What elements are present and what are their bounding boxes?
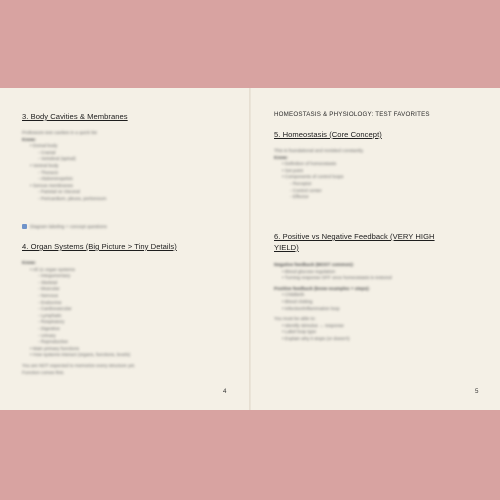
text-line: • Set point bbox=[282, 167, 304, 173]
heading-feedback-line1: 6. Positive vs Negative Feedback (VERY HIGH bbox=[274, 232, 435, 241]
text-line: ◦ Respiratory bbox=[38, 319, 65, 325]
text-line: • Turning response OFF once homeostasis is restored bbox=[282, 275, 392, 281]
text-line: ◦ Abdominopelvic bbox=[38, 176, 74, 182]
text-line: ◦ Control center bbox=[290, 187, 322, 193]
text-line: ◦ Integumentary bbox=[38, 273, 71, 279]
text-line: • Explain why it stops (or doesn't) bbox=[282, 335, 350, 341]
text-line: ◦ Vertebral (spinal) bbox=[38, 156, 76, 162]
heading-homeostasis: 5. Homeostasis (Core Concept) bbox=[274, 130, 382, 139]
text-line: ◦ Muscular bbox=[38, 286, 60, 292]
text-line: Function comes first. bbox=[22, 369, 65, 375]
section5-body bbox=[274, 148, 364, 201]
text-line: ◦ Cranial bbox=[38, 149, 56, 155]
heading-body-cavities: 3. Body Cavities & Membranes bbox=[22, 112, 128, 121]
right-page bbox=[251, 88, 500, 410]
text-line: You are NOT expected to memorize every structure yet. bbox=[22, 362, 136, 368]
text-line: Know: bbox=[274, 154, 289, 160]
text-line: ◦ Pericardium, pleura, peritoneum bbox=[38, 195, 107, 201]
text-line: Professors test cavities in a quick list bbox=[22, 130, 97, 135]
text-line: • All 11 organ systems bbox=[30, 266, 75, 272]
text-line: Positive feedback (know examples + steps): bbox=[274, 285, 370, 291]
text-line: ◦ Effector bbox=[290, 194, 309, 200]
text-line: • Blood clotting bbox=[282, 298, 313, 304]
text-line: • Components of control loops bbox=[282, 174, 344, 180]
text-line: • Main primary functions bbox=[30, 345, 80, 351]
text-line: ◦ Digestive bbox=[38, 325, 60, 331]
heading-feedback-line2: YIELD) bbox=[274, 243, 299, 252]
text-line: • Label loop type bbox=[282, 329, 317, 335]
text-line: Negative feedback (MOST common): bbox=[274, 262, 354, 267]
text-line: ◦ Receptor bbox=[290, 180, 312, 186]
text-line: • Identify stimulus → response bbox=[282, 322, 344, 328]
section3-body bbox=[22, 130, 106, 203]
page-number-right: 5 bbox=[475, 388, 479, 395]
text-line: • Definition of homeostasis bbox=[282, 161, 337, 167]
page-number-left: 4 bbox=[223, 388, 227, 395]
checkbox-icon bbox=[22, 224, 27, 229]
section4-body bbox=[22, 260, 135, 376]
heading-organ-systems: 4. Organ Systems (Big Picture > Tiny Details) bbox=[22, 242, 177, 251]
text-line: ◦ Skeletal bbox=[38, 279, 58, 285]
text-line: ◦ Reproductive bbox=[38, 339, 68, 345]
text-line: Know: bbox=[22, 136, 37, 142]
text-line: ◦ Parietal vs Visceral bbox=[38, 189, 80, 195]
text-line: • Serous membranes bbox=[30, 182, 73, 188]
text-line: • Childbirth bbox=[282, 292, 305, 298]
text-line: • Ventral body bbox=[30, 162, 59, 168]
diagram-labeling-note bbox=[22, 224, 107, 229]
text-line: ◦ Endocrine bbox=[38, 299, 62, 305]
book-spread bbox=[0, 88, 500, 410]
text-line: • How systems interact (organs, functions, levels) bbox=[30, 352, 131, 358]
text-line: • Dorsal body bbox=[30, 143, 58, 149]
text-line: • Infection/inflammation loop bbox=[282, 305, 340, 311]
text-line: ◦ Nervous bbox=[38, 292, 59, 298]
text-line: This is foundational and revisited constantly. bbox=[274, 148, 364, 153]
section6-body bbox=[274, 262, 392, 343]
text-line: You must be able to: bbox=[274, 316, 316, 322]
text-line: ◦ Thoracic bbox=[38, 169, 59, 175]
text-line: ◦ Urinary bbox=[38, 332, 56, 338]
running-title: HOMEOSTASIS & PHYSIOLOGY: TEST FAVORITES bbox=[274, 111, 430, 118]
check-text: Diagram labeling + concept questions bbox=[30, 224, 107, 229]
text-line: ◦ Lymphatic bbox=[38, 312, 62, 318]
left-page bbox=[0, 88, 249, 410]
text-line: Know: bbox=[22, 260, 37, 265]
text-line: • Blood glucose regulation bbox=[282, 268, 336, 274]
text-line: ◦ Cardiovascular bbox=[38, 306, 72, 312]
